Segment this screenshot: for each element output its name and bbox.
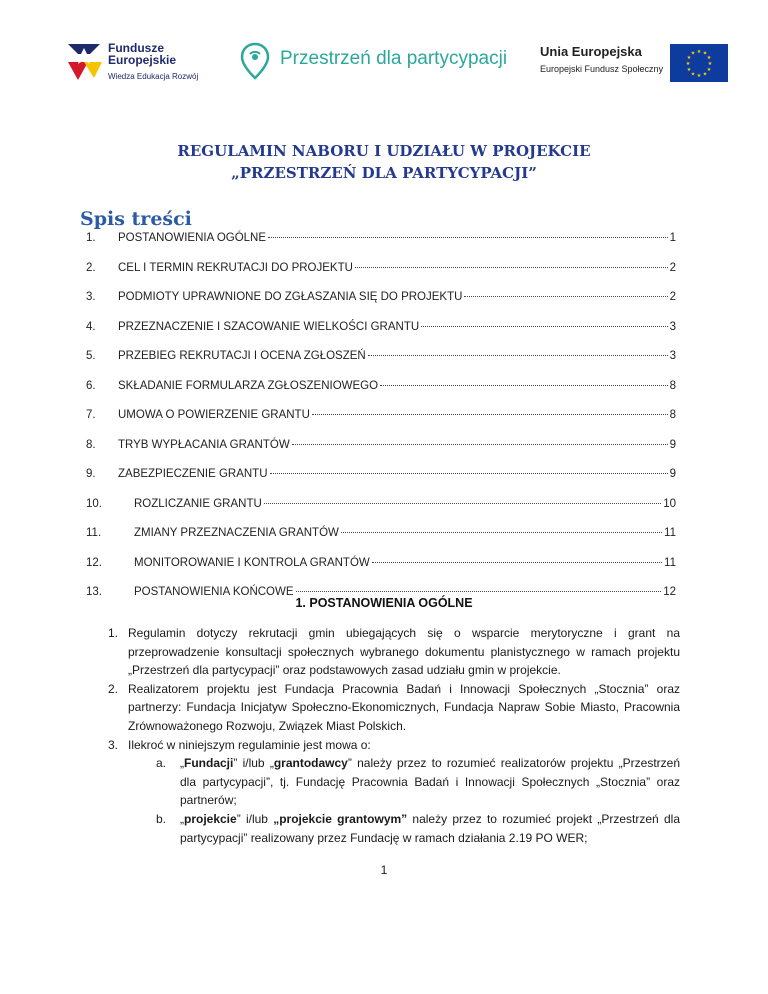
term-projekcie-grantowym: „projekcie grantowym”	[273, 811, 408, 826]
toc-page: 2	[669, 291, 676, 303]
toc-label: PRZEBIEG REKRUTACJI I OCENA ZGŁOSZEŃ	[118, 350, 366, 362]
toc-page: 9	[669, 438, 676, 451]
svg-text:★: ★	[702, 71, 708, 78]
sub-item	[156, 810, 680, 847]
toc-entry[interactable]	[86, 468, 676, 498]
toc-page: 8	[669, 379, 676, 392]
toc-number: 12.	[86, 556, 102, 569]
svg-text:★: ★	[706, 67, 712, 73]
przestrzen-logo-text: Przestrzeń dla partycypacji	[280, 48, 508, 69]
toc-number: 2.	[86, 261, 96, 274]
toc-label: SKŁADANIE FORMULARZA ZGŁOSZENIOWEGO	[118, 379, 379, 392]
paragraph-text: Ilekroć w niniejszym regulaminie jest mowa o:	[128, 737, 371, 752]
paragraph-text: Realizatorem projektu jest Fundacja Pracownia Badań i Innowacji Społecznych „Stocznia” oraz partnerzy: Fundacja Inicjatyw Społeczno-Ekonomicznych, Fundacja Napraw Sobie Miasto, Pracownia Zrównoważonego Rozwoju, Związek Miast Polskich.	[128, 681, 680, 733]
toc-label: ZABEZPIECZENIE GRANTU	[118, 468, 268, 480]
toc-number: 7.	[86, 409, 96, 421]
document-title	[0, 140, 768, 184]
toc-label: TRYB WYPŁACANIA GRANTÓW	[118, 438, 290, 451]
text-fragment: i/lub	[240, 811, 274, 826]
toc-label: ZMIANY PRZEZNACZENIA GRANTÓW	[134, 527, 339, 539]
toc-label: MONITOROWANIE I KONTROLA GRANTÓW	[134, 556, 370, 569]
toc-entry[interactable]	[86, 439, 676, 469]
sub-item-text: „projekcie” i/lub „projekcie grantowym” należy przez to rozumieć projekt „Przestrzeń dla partycypacji” realizowany przez Fundację w ramach działania 2.19 PO WER;	[180, 811, 680, 845]
svg-text:★: ★	[690, 71, 696, 78]
toc-number: 3.	[86, 291, 96, 303]
toc-page: 11	[664, 527, 676, 539]
term-grantodawcy: grantodawcy	[273, 756, 348, 771]
toc-entry[interactable]	[86, 527, 676, 557]
sub-item	[156, 754, 680, 810]
toc-page: 1	[669, 232, 676, 244]
fe-line2: Europejskie	[108, 53, 177, 67]
toc-label: ROZLICZANIE GRANTU	[134, 497, 262, 510]
term-projekcie: projekcie	[184, 811, 237, 826]
toc-number: 4.	[86, 320, 96, 333]
toc-entry[interactable]	[86, 350, 676, 380]
toc-number: 6.	[86, 379, 96, 392]
fundusze-europejskie-emblem-icon	[64, 40, 104, 82]
toc-page: 2	[669, 261, 676, 274]
toc-page: 3	[669, 320, 676, 333]
sub-item-letter: b.	[156, 811, 167, 826]
toc-label: PODMIOTY UPRAWNIONE DO ZGŁASZANIA SIĘ DO PROJEKTU	[118, 291, 463, 303]
term-fundacji: Fundacji	[184, 756, 234, 771]
sub-item-letter: a.	[156, 756, 167, 771]
toc-page: 10	[663, 497, 676, 510]
text-fragment: i/lub „	[237, 756, 274, 771]
toc-number: 5.	[86, 350, 96, 362]
paragraph-number: 3.	[108, 737, 119, 752]
paragraph	[108, 736, 680, 755]
toc-entry[interactable]	[86, 498, 676, 528]
paragraph	[108, 680, 680, 736]
paragraph-number: 2.	[108, 681, 119, 696]
toc-number: 9.	[86, 468, 96, 480]
toc-number: 10.	[86, 497, 102, 510]
toc-page: 3	[669, 350, 676, 362]
toc-label: UMOWA O POWIERZENIE GRANTU	[118, 409, 310, 421]
ue-subtitle: Europejski Fundusz Społeczny	[540, 64, 664, 74]
svg-text:★: ★	[706, 55, 712, 61]
toc-entry[interactable]	[86, 291, 676, 321]
ue-title: Unia Europejska	[540, 44, 642, 59]
toc-entry[interactable]	[86, 321, 676, 351]
toc-page: 11	[664, 556, 676, 569]
paragraph-number: 1.	[108, 626, 119, 640]
toc-page: 9	[669, 468, 676, 480]
toc-entry[interactable]	[86, 262, 676, 292]
sub-item-text: „Fundacji” i/lub „grantodawcy” należy przez to rozumieć realizatorów projektu „Przestrzeń dla partycypacji”, tj. Fundację Pracownia Badań i Innowacji Społecznych „Stocznia” oraz partnerów;	[180, 756, 680, 808]
toc-entry[interactable]	[86, 557, 676, 587]
location-pin-icon	[240, 42, 270, 80]
toc-entry[interactable]	[86, 380, 676, 410]
svg-text:★: ★	[686, 55, 692, 61]
toc-heading: Spis treści	[80, 208, 192, 230]
toc-entry[interactable]	[86, 232, 676, 262]
fundusze-europejskie-logo	[64, 40, 214, 90]
toc-page: 12	[663, 586, 676, 598]
svg-text:★: ★	[690, 50, 696, 57]
fe-line1: Fundusze	[108, 41, 164, 55]
title-line2: „PRZESTRZEŃ DLA PARTYCYPACJI”	[231, 164, 537, 182]
toc-number: 8.	[86, 438, 96, 451]
title-line1: REGULAMIN NABORU I UDZIAŁU W PROJEKCIE	[177, 142, 591, 160]
svg-text:★: ★	[696, 49, 702, 55]
toc-number: 13.	[86, 586, 102, 598]
toc-label: POSTANOWIENIA OGÓLNE	[118, 232, 267, 244]
toc-label: POSTANOWIENIA KOŃCOWE	[134, 586, 294, 598]
text-fragment: należy przez to rozumieć projekt „Przestrzeń dla partycypacji” realizowany przez Fundację w ramach działania 2.19 PO WER;	[180, 811, 680, 845]
svg-text:★: ★	[707, 61, 713, 67]
section-heading: 1. POSTANOWIENIA OGÓLNE	[295, 596, 473, 610]
toc-label: CEL I TERMIN REKRUTACJI DO PROJEKTU	[118, 261, 353, 274]
fe-tagline: Wiedza Edukacja Rozwój	[108, 72, 199, 81]
table-of-contents	[86, 232, 676, 616]
toc-label: PRZEZNACZENIE I SZACOWANIE WIELKOŚCI GRANTU	[118, 320, 420, 333]
paragraph-text: Regulamin dotyczy rekrutacji gmin ubiegających się o wsparcie merytoryczne i grant na przeprowadzenie konsultacji społecznych wybranego dokumentu planistycznego w ramach projektu „Przestrzeń dla partycypacji” oraz podstawowych zasad udziału gmin w projekcie.	[128, 626, 680, 678]
svg-text:★: ★	[685, 61, 691, 67]
svg-text:★: ★	[696, 73, 702, 79]
svg-text:★: ★	[686, 67, 692, 73]
text-fragment: należy przez to rozumieć realizatorów projektu „Przestrzeń dla partycypacji”, tj. Fundację Pracownia Badań i Innowacji Społecznych „Stocznia” oraz partnerów;	[180, 756, 680, 808]
toc-entry[interactable]	[86, 409, 676, 439]
unia-europejska-logo	[530, 44, 730, 84]
svg-text:★: ★	[702, 50, 708, 57]
eu-flag-icon	[670, 44, 728, 82]
toc-number: 1.	[86, 232, 96, 244]
toc-page: 8	[669, 409, 676, 421]
section-body	[108, 624, 680, 847]
paragraph	[108, 624, 680, 680]
toc-number: 11.	[86, 527, 102, 539]
page-number: 1	[380, 863, 388, 877]
